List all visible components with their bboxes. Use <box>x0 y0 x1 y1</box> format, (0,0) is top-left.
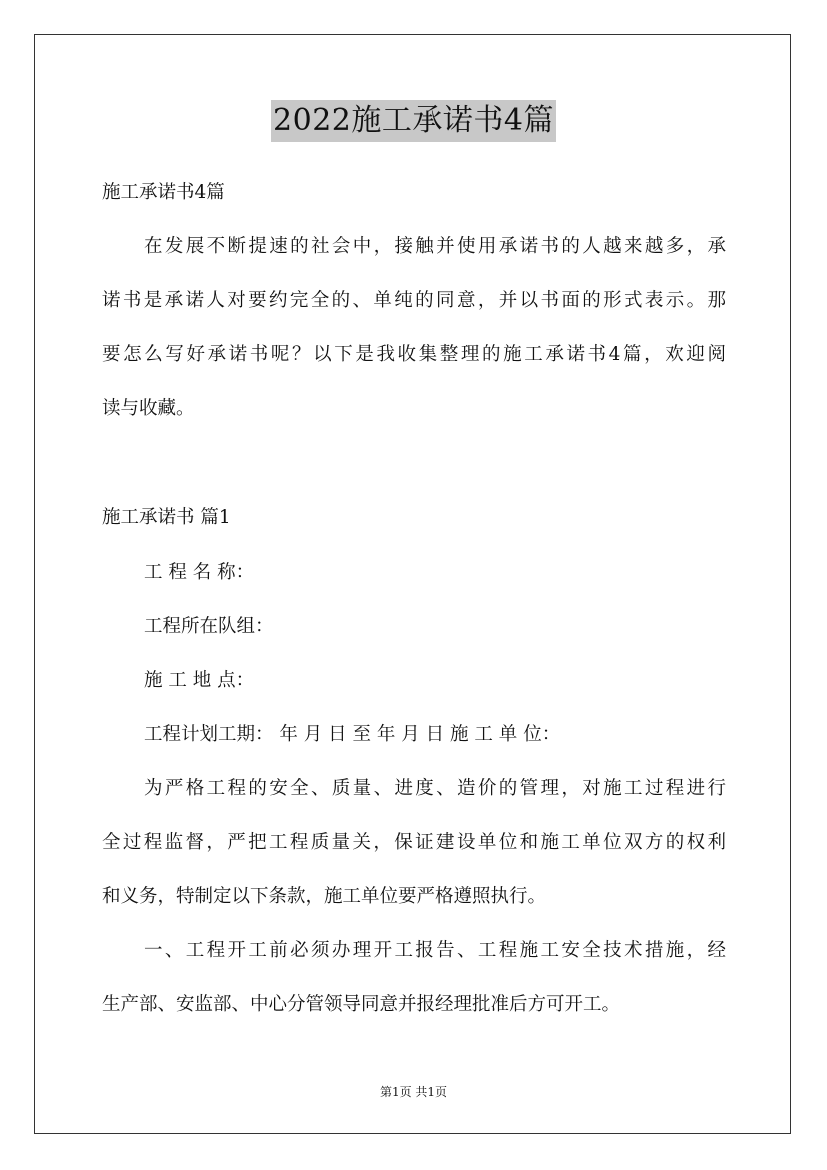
document-title: 2022施工承诺书4篇 <box>271 100 556 142</box>
field-location: 施 工 地 点： <box>144 670 255 691</box>
body-line-3: 和义务，特制定以下条款，施工单位要严格遵照执行。 <box>102 886 547 907</box>
clause-1-line-2: 生产部、安监部、中心分管领导同意并报经理批准后方可开工。 <box>102 994 621 1015</box>
subtitle: 施工承诺书4篇 <box>102 182 225 203</box>
body-line-1: 为严格工程的安全、质量、进度、造价的管理，对施工过程进行 <box>144 778 726 799</box>
clause-1-line-1: 一、工程开工前必须办理开工报告、工程施工安全技术措施，经 <box>144 940 726 961</box>
intro-line-2: 诺书是承诺人对要约完全的、单纯的同意，并以书面的形式表示。那 <box>102 290 726 311</box>
field-schedule: 工程计划工期： 年 月 日 至 年 月 日 施 工 单 位： <box>144 724 561 745</box>
field-team: 工程所在队组： <box>144 616 274 637</box>
intro-line-1: 在发展不断提速的社会中，接触并使用承诺书的人越来越多，承 <box>144 236 726 257</box>
title-container <box>0 100 827 142</box>
intro-line-4: 读与收藏。 <box>102 398 195 419</box>
intro-line-3: 要怎么写好承诺书呢？以下是我收集整理的施工承诺书4篇，欢迎阅 <box>102 344 726 365</box>
field-project-name: 工 程 名 称： <box>144 562 255 583</box>
body-line-2: 全过程监督，严把工程质量关，保证建设单位和施工单位双方的权利 <box>102 832 726 853</box>
section-heading: 施工承诺书 篇1 <box>102 507 231 528</box>
page-footer: 第1页 共1页 <box>379 1085 448 1099</box>
